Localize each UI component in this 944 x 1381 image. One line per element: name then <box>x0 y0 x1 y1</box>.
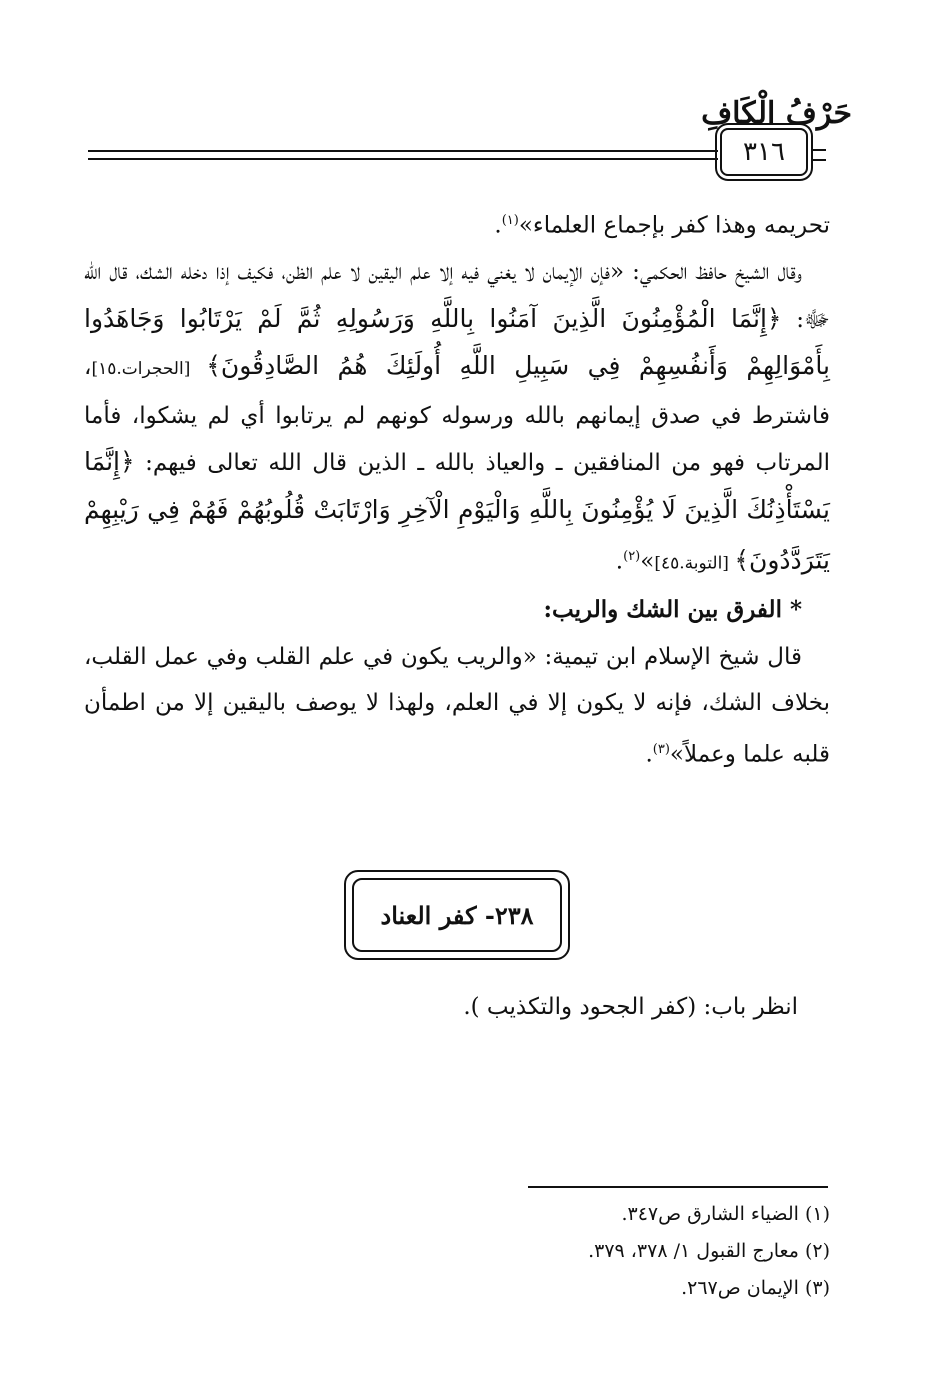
header-rule <box>88 150 718 160</box>
header-rule-stub <box>808 149 826 161</box>
page-number-box <box>720 128 808 176</box>
paragraph-ibn-taymiyyah: قال شيخ الإسلام ابن تيمية: «والريب يكون في علم القلب وفي عمل القلب، بخلاف الشك، فإنه لا يكون إلا في العلم، ولهذا لا يوصف باليقين إلا من اطمأن قلبه علما وعملاً»$^{(٣)}$. <box>84 643 830 768</box>
footnotes <box>588 1196 830 1307</box>
subheading-difference: * الفرق بين الشك والريب: <box>543 596 802 624</box>
verse-reference-tawbah: [التوبة.٤٥] <box>654 553 735 574</box>
chapter-title: حَرْفُ الْكَافِ <box>701 96 852 131</box>
footnote-3: (٣) الإيمان ص٢٦٧. <box>681 1277 830 1299</box>
quran-verse-tawbah: ﴿إِنَّمَا يَسْتَأْذِنُكَ الَّذِينَ لَا يُؤْمِنُونَ بِاللَّهِ وَالْيَوْمِ الْآخِرِ وَارْتَابَتْ قُلُوبُهُمْ فَهُمْ فِي رَيْبِهِمْ يَتَرَدَّدُونَ﴾ <box>84 447 830 575</box>
footnote-separator <box>528 1186 828 1188</box>
footnote-1: (١) الضياء الشارق ص٣٤٧. <box>621 1203 830 1225</box>
quran-verse-hujurat: ﴿إِنَّمَا الْمُؤْمِنُونَ الَّذِينَ آمَنُوا بِاللَّهِ وَرَسُولِهِ ثُمَّ لَمْ يَرْتَابُوا وَجَاهَدُوا بِأَمْوَالِهِمْ وَأَنفُسِهِمْ فِي سَبِيلِ اللَّهِ أُولَئِكَ هُمُ الصَّادِقُونَ﴾ <box>84 303 830 381</box>
main-text <box>84 198 830 778</box>
verse-reference-hujurat: [الحجرات.١٥] <box>91 359 207 380</box>
footnote-ref-2: (٢) <box>623 549 641 565</box>
footnote-ref-1: (١) <box>501 213 519 228</box>
footnote-2: (٢) معارج القبول ١/ ٣٧٨، ٣٧٩. <box>588 1240 830 1262</box>
paragraph-hakami: وقال الشيخ حافظ الحكمي: «فإن الإيمان لا يغني فيه إلا علم اليقين لا علم الظن، فكيف إذا دخله الشك، قال الله ﷻ: ﴿إِنَّمَا الْمُؤْمِنُونَ الَّذِينَ آمَنُوا بِاللَّهِ وَرَسُولِهِ ثُمَّ لَمْ يَرْتَابُوا وَجَاهَدُوا بِأَمْوَالِهِمْ وَأَنفُسِهِمْ فِي سَبِيلِ اللَّهِ أُولَئِكَ هُمُ الصَّادِقُونَ﴾ [الحجرات.١٥]، فاشترط في صدق إيمانهم بالله ورسوله كونهم لم يرتابوا أي لم يشكوا، فأما المرتاب فهو من المنافقين ـ والعياذ بالله ـ الذين قال الله تعالى فيهم: ﴿إِنَّمَا يَسْتَأْذِنُكَ الَّذِينَ لَا يُؤْمِنُونَ بِاللَّهِ وَالْيَوْمِ الْآخِرِ وَارْتَابَتْ قُلُوبُهُمْ فَهُمْ فِي رَيْبِهِمْ يَتَرَدَّدُونَ﴾ [التوبة.٤٥]»$^{(٢)}$. <box>84 259 830 575</box>
see-also-text: انظر باب: (كفر الجحود والتكذيب ). <box>463 994 798 1020</box>
page-number: ٣١٦ <box>743 137 785 167</box>
section-title-box <box>344 870 570 960</box>
section-title: ٢٣٨- كفر العناد <box>352 878 562 952</box>
paragraph-continuation: تحريمه وهذا كفر بإجماع العلماء»$^{(١)}$. <box>494 212 830 239</box>
footnote-ref-3: (٣) <box>652 741 670 757</box>
